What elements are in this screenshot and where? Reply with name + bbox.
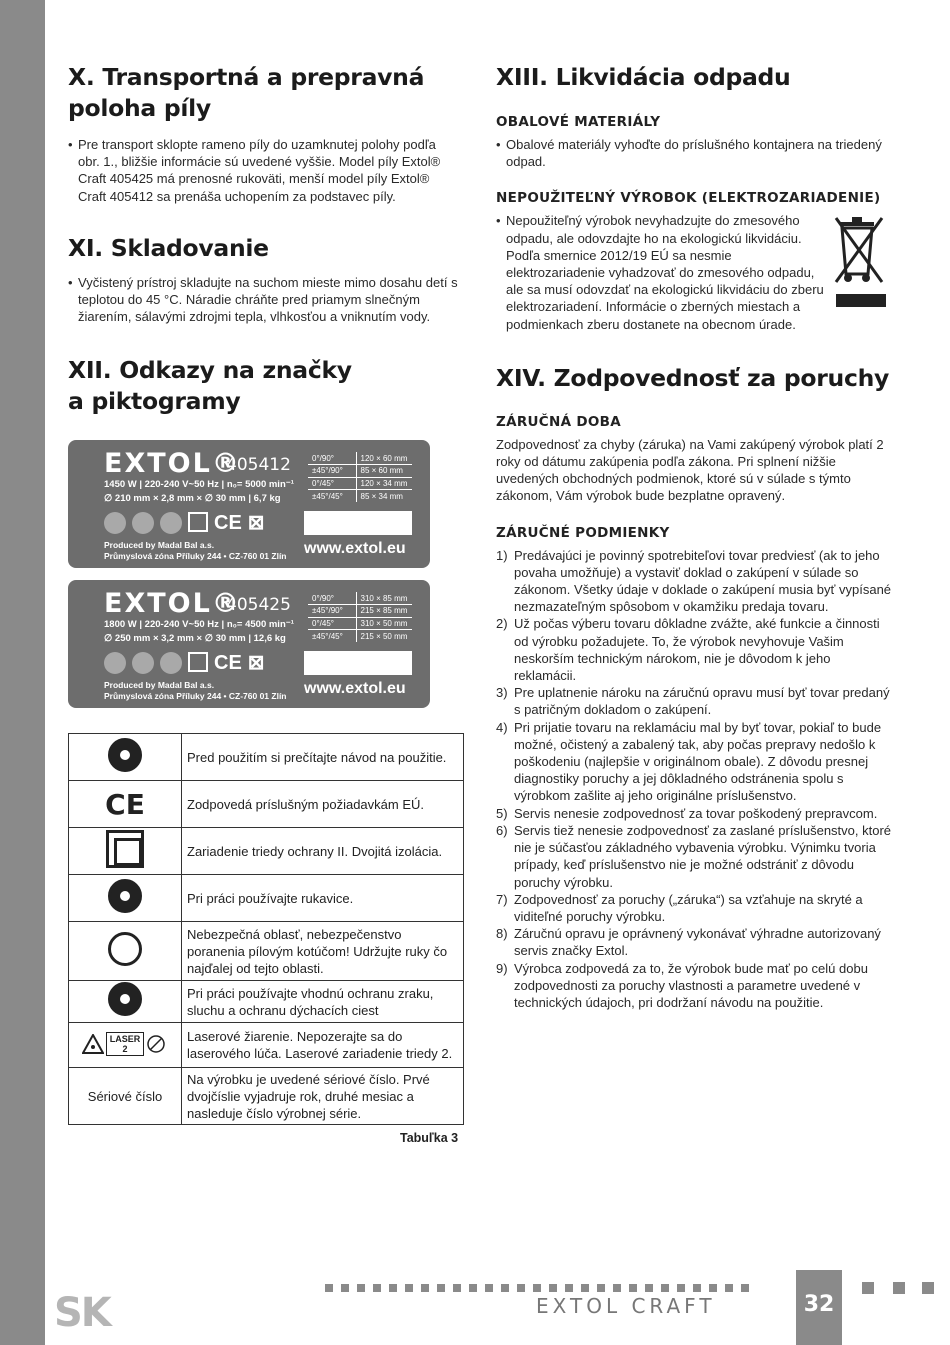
section-xiv-title: XIV. Zodpovednosť za poruchy bbox=[496, 363, 890, 392]
double-insulation-icon bbox=[106, 830, 144, 868]
no-eye-icon bbox=[146, 1034, 168, 1054]
weee-bin-icon: ⊠ bbox=[247, 652, 265, 674]
table-row bbox=[308, 592, 412, 605]
laser-warning-icon bbox=[82, 1034, 104, 1054]
protection-gear-icon bbox=[108, 982, 142, 1016]
warranty-condition-item bbox=[496, 719, 892, 805]
gloves-icon bbox=[160, 512, 182, 534]
picto-cell bbox=[69, 922, 182, 981]
angle-cell: ±45°/45° bbox=[308, 630, 356, 643]
picto-desc: Pred použitím si prečítajte návod na použitie. bbox=[182, 734, 464, 781]
table-row bbox=[308, 465, 412, 478]
table-row bbox=[308, 490, 412, 503]
item-text: Pri prijatie tovaru na reklamáciu mal by byť tovar, pokiaľ to bude možné, očistený a zabalený tak, aby počas prepravy nedošlo k poškodeniu (najlepšie v originálnom obale). Z dôvodu presnej diagnostiky poruchy a jej dôkladného odstránenia spolu s výrobkom zašlite aj jeho originálne príslušenstvo. bbox=[514, 719, 882, 804]
label-produced-by: Produced by Madal Bal a.s. bbox=[104, 680, 215, 690]
label-produced-by: Produced by Madal Bal a.s. bbox=[104, 540, 215, 550]
label-icons bbox=[104, 652, 265, 674]
label-cut-table bbox=[308, 592, 412, 642]
ce-mark-icon: CE bbox=[214, 512, 242, 534]
picto-cell bbox=[69, 1023, 182, 1068]
extol-logo: EXTOL® bbox=[104, 448, 241, 479]
section-xiii-title: XIII. Likvidácia odpadu bbox=[496, 63, 791, 91]
footer-dots bbox=[325, 1284, 749, 1292]
footer-square bbox=[922, 1282, 934, 1294]
warranty-period-subtitle: ZÁRUČNÁ DOBA bbox=[496, 413, 621, 430]
picto-desc: Zodpovedá príslušným požiadavkám EÚ. bbox=[182, 781, 464, 828]
packaging-bullet: • Obalové materiály vyhoďte do príslušného kontajnera na triedený odpad. bbox=[496, 136, 882, 170]
size-cell: 120 × 34 mm bbox=[356, 477, 412, 490]
picto-desc: Laserové žiarenie. Nepozerajte sa do laserového lúča. Laserové zariadenie triedy 2. bbox=[182, 1023, 464, 1068]
weee-bin-icon: ⊠ bbox=[247, 512, 265, 534]
item-text: Servis tiež nenesie zodpovednosť za zaslané príslušenstvo, ktoré nie je súčasťou základného vybavenia výrobku. Výnimku tvoria prípady, keď príslušenstvo nie je možné odstrániť z dôvodu poruchy výrobku. bbox=[514, 822, 892, 890]
item-number: 6) bbox=[496, 822, 508, 838]
table-row bbox=[69, 1023, 464, 1068]
weee-bin-icon bbox=[832, 214, 888, 310]
extol-logo: EXTOL® bbox=[104, 588, 241, 619]
table-row bbox=[69, 875, 464, 922]
item-number: 1) bbox=[496, 547, 508, 563]
serial-label: Sériové číslo bbox=[69, 1068, 182, 1125]
label-spec-power: 1800 W | 220-240 V~50 Hz | n₀= 4500 min⁻¹ bbox=[104, 619, 294, 630]
table-row bbox=[69, 922, 464, 981]
picto-desc: Na výrobku je uvedené sériové číslo. Prvé dvojčíslie vyjadruje rok, druhé mesiac a nasleduje číslo výrobnej série. bbox=[182, 1068, 464, 1125]
label-model: 405425 bbox=[226, 595, 291, 615]
item-number: 3) bbox=[496, 685, 508, 701]
table-row bbox=[308, 617, 412, 630]
pictogram-table bbox=[68, 733, 464, 1125]
table-caption: Tabuľka 3 bbox=[400, 1131, 459, 1145]
size-cell: 215 × 50 mm bbox=[356, 630, 412, 643]
picto-cell bbox=[69, 981, 182, 1023]
item-number: 7) bbox=[496, 891, 508, 907]
protection-gear-icon bbox=[132, 512, 154, 534]
table-row bbox=[69, 734, 464, 781]
section-xi-list bbox=[68, 274, 460, 326]
item-text: Zodpovednosť za poruchy („záruka“) sa vzťahuje na skryté a viditeľné poruchy výrobku. bbox=[514, 891, 863, 924]
section-xii-title-line2: a piktogramy bbox=[68, 387, 241, 416]
label-spec-blade: ∅ 210 mm × 2,8 mm × ∅ 30 mm | 6,7 kg bbox=[104, 493, 281, 504]
footer-square bbox=[893, 1282, 905, 1294]
item-text: Pre uplatnenie nároku na záručnú opravu musí byť tovar predaný s patričným dokladom o zakúpení. bbox=[514, 685, 890, 718]
picto-cell bbox=[69, 734, 182, 781]
angle-cell: 0°/90° bbox=[312, 453, 334, 463]
read-manual-icon bbox=[104, 652, 126, 674]
picto-desc: Pri práci používajte vhodnú ochranu zraku, sluchu a ochranu dýchacích ciest bbox=[182, 981, 464, 1023]
packaging-list bbox=[496, 136, 892, 170]
section-xii-title bbox=[68, 355, 460, 417]
label-url: www.extol.eu bbox=[304, 540, 406, 557]
item-number: 2) bbox=[496, 616, 508, 632]
table-row bbox=[308, 477, 412, 490]
picto-cell bbox=[69, 781, 182, 828]
size-cell: 85 × 60 mm bbox=[356, 465, 412, 478]
left-column bbox=[68, 62, 460, 417]
label-spec-power: 1450 W | 220-240 V~50 Hz | n₀= 5000 min⁻¹ bbox=[104, 479, 294, 490]
size-cell: 120 × 60 mm bbox=[356, 452, 412, 465]
label-icons bbox=[104, 512, 265, 534]
gloves-icon bbox=[108, 879, 142, 913]
warranty-condition-item bbox=[496, 684, 892, 718]
size-cell: 310 × 50 mm bbox=[356, 617, 412, 630]
size-cell: 85 × 34 mm bbox=[356, 490, 412, 503]
hand-danger-icon bbox=[108, 932, 142, 966]
double-insulation-icon bbox=[188, 652, 208, 672]
section-x-title bbox=[68, 62, 460, 124]
right-column bbox=[496, 62, 892, 1011]
warranty-condition-item bbox=[496, 960, 892, 1012]
language-tag: SK bbox=[54, 1290, 110, 1336]
warranty-conditions-subtitle: ZÁRUČNÉ PODMIENKY bbox=[496, 524, 670, 541]
rating-label-405412 bbox=[68, 440, 430, 568]
section-xii-title-line1: XII. Odkazy na značky bbox=[68, 356, 352, 385]
side-bar bbox=[0, 0, 45, 1345]
table-row bbox=[69, 1068, 464, 1125]
serial-blank bbox=[304, 651, 412, 675]
picto-desc: Pri práci používajte rukavice. bbox=[182, 875, 464, 922]
picto-desc: Nebezpečná oblasť, nebezpečenstvo poranenia pílovým kotúčom! Udržujte ruky čo najďalej od tejto oblasti. bbox=[182, 922, 464, 981]
page-number: 32 bbox=[796, 1270, 842, 1345]
warranty-condition-item bbox=[496, 547, 892, 616]
disposal-bullet: • Nepoužiteľný výrobok nevyhadzujte do zmesového odpadu, ale odovzdajte ho na ekologickú likvidáciu. Podľa smernice 2012/19 EÚ sa nesmie elektrozariadenie vyhadzovať do zmesového odpadu, ale sa musí odovzdať na ekologickú likvidáciu do zberu elektrozariadení. Informácie o zberných miestach a podmienkach zberu dostanete na obecnom úrade. bbox=[496, 212, 830, 332]
angle-cell: ±45°/45° bbox=[308, 490, 356, 503]
laser-icon bbox=[82, 1032, 169, 1056]
section-xi-title: XI. Skladovanie bbox=[68, 233, 269, 262]
table-row bbox=[69, 828, 464, 875]
item-text: Už počas výberu tovaru dôkladne zvážte, aké funkcie a činnosti od výrobku požadujete. To, že výrobok nevyhovuje Vašim neskorším technickým nárokom, nie je dôvodom k jeho reklamácii. bbox=[514, 616, 880, 684]
ce-mark-icon: CE bbox=[105, 787, 145, 821]
laser-class: 2 bbox=[122, 1043, 128, 1054]
protection-gear-icon bbox=[132, 652, 154, 674]
gloves-icon bbox=[160, 652, 182, 674]
angle-cell: ±45°/90° bbox=[308, 465, 356, 478]
label-spec-blade: ∅ 250 mm × 3,2 mm × ∅ 30 mm | 12,6 kg bbox=[104, 633, 286, 644]
size-cell: 310 × 85 mm bbox=[356, 592, 412, 605]
disposal-subtitle: NEPOUŽITEĽNÝ VÝROBOK (ELEKTROZARIADENIE) bbox=[496, 190, 881, 207]
warranty-condition-item bbox=[496, 615, 892, 684]
read-manual-icon bbox=[104, 512, 126, 534]
angle-cell: 0°/45° bbox=[308, 617, 356, 630]
table-row bbox=[308, 630, 412, 643]
item-number: 5) bbox=[496, 805, 508, 821]
angle-cell: 0°/45° bbox=[308, 477, 356, 490]
angle-cell: 0°/90° bbox=[312, 593, 334, 603]
picto-desc: Zariadenie triedy ochrany II. Dvojitá izolácia. bbox=[182, 828, 464, 875]
item-text: Výrobca zodpovedá za to, že výrobok bude mať po celú dobu zodpovednosti za poruchy vlastnosti a parametre uvedené v technických údajoch, pri dodržaní návodu na použitie. bbox=[514, 960, 868, 1010]
read-manual-icon bbox=[108, 738, 142, 772]
laser-label: LASER bbox=[109, 1033, 141, 1044]
footer-square bbox=[862, 1282, 874, 1294]
section-x-bullet: • Pre transport sklopte rameno píly do uzamknutej polohy podľa obr. 1., bližšie informácie sú uvedené vyššie. Model píly Extol® Craft 405425 má prenosné rukoväti, menší model píly Extol® Craft 405412 sa prenáša uchopením za podstavec píly. bbox=[68, 136, 460, 205]
warranty-condition-item bbox=[496, 822, 892, 891]
item-number: 4) bbox=[496, 719, 508, 735]
item-number: 9) bbox=[496, 960, 508, 976]
section-x-title-line1: X. Transportná a prepravná bbox=[68, 63, 425, 91]
table-row bbox=[69, 781, 464, 828]
item-text: Záručnú opravu je oprávnený vykonávať výhradne autorizovaný servis značky Extol. bbox=[514, 926, 881, 959]
warranty-conditions-list bbox=[496, 547, 892, 1011]
warranty-condition-item bbox=[496, 925, 892, 959]
picto-cell bbox=[69, 828, 182, 875]
size-cell: 215 × 85 mm bbox=[356, 605, 412, 618]
item-text: Predávajúci je povinný spotrebiteľovi tovar predviesť (ak to jeho povaha umožňuje) a vystaviť doklad o zakúpení v súlade so zákonom. Všetky údaje v doklade o zakúpení musia byť vypísané nezmazateľným spôsobom v okamžiku predaja tovaru. bbox=[514, 547, 892, 615]
label-url: www.extol.eu bbox=[304, 680, 406, 697]
label-cut-table bbox=[308, 452, 412, 502]
packaging-subtitle: OBALOVÉ MATERIÁLY bbox=[496, 114, 661, 130]
warranty-condition-item bbox=[496, 891, 892, 925]
picto-cell bbox=[69, 875, 182, 922]
serial-blank bbox=[304, 511, 412, 535]
section-x-list bbox=[68, 136, 460, 205]
label-model: 405412 bbox=[226, 455, 291, 475]
warranty-period-text: Zodpovednosť za chyby (záruka) na Vami zakúpený výrobok platí 2 roky od dátumu zakúpenia podľa zákona. Pri splnení nižšie uvedených obchodných podmienok, ktoré sú v súlade s týmto zákonom, Vám výrobok bude bezplatne opravený. bbox=[496, 436, 884, 504]
double-insulation-icon bbox=[188, 512, 208, 532]
table-row bbox=[308, 605, 412, 618]
footer-brand: EXTOL CRAFT bbox=[536, 1294, 716, 1318]
item-text: Servis nenesie zodpovednosť za tovar poškodený prepravcom. bbox=[514, 805, 878, 821]
item-number: 8) bbox=[496, 926, 508, 942]
label-address: Průmyslová zóna Příluky 244 • CZ-760 01 Zlín bbox=[104, 551, 287, 561]
section-xi-bullet: • Vyčistený prístroj skladujte na suchom mieste mimo dosahu detí s teplotou do 45 °C. Náradie chráňte pred priamym slnečným žiarením, sálavými zdrojmi tepla, vlhkosťou a vniknutím vody. bbox=[68, 274, 460, 326]
table-row bbox=[308, 452, 412, 465]
angle-cell: ±45°/90° bbox=[308, 605, 356, 618]
table-row bbox=[69, 981, 464, 1023]
warranty-condition-item bbox=[496, 805, 892, 822]
ce-mark-icon: CE bbox=[214, 652, 242, 674]
rating-label-405425 bbox=[68, 580, 430, 708]
laser-class-box bbox=[106, 1032, 145, 1056]
label-address: Průmyslová zóna Příluky 244 • CZ-760 01 Zlín bbox=[104, 691, 287, 701]
section-x-title-line2: poloha píly bbox=[68, 94, 211, 122]
